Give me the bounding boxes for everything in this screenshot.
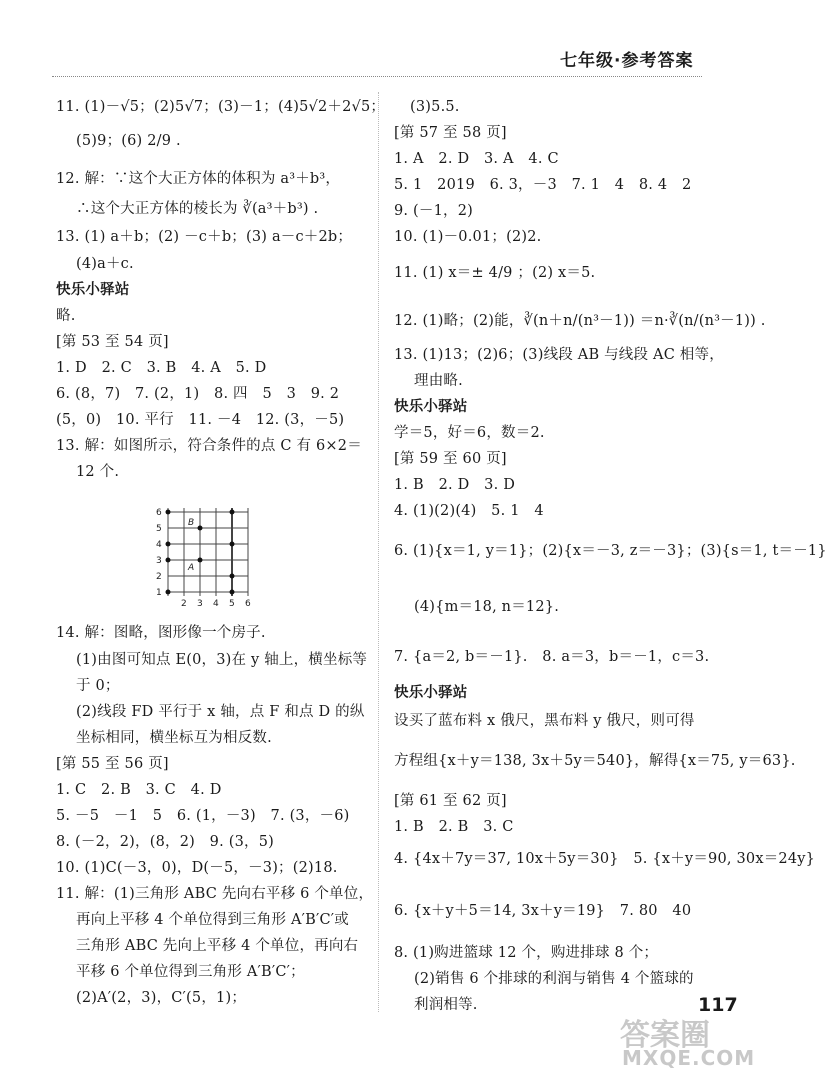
answer-line: 1. B 2. B 3. C <box>394 819 514 835</box>
answer-line: 设买了蓝布料 x 俄尺，黑布料 y 俄尺，则可得 <box>394 713 695 729</box>
answer-line: 8. (1)购进篮球 12 个，购进排球 8 个； <box>394 945 659 961</box>
column-divider <box>378 92 379 1012</box>
answer-line: (2)A′(2，3)，C′(5，1)； <box>76 990 247 1006</box>
x-tick-label: 5 <box>229 599 235 609</box>
answer-line: 9. (－1，2) <box>394 203 474 219</box>
grid-point <box>230 574 235 579</box>
page-range-heading: [第 61 至 62 页] <box>394 793 507 809</box>
answer-line: 1. B 2. D 3. D <box>394 477 516 493</box>
answer-line: (5)9；(6) 2/9 . <box>76 133 181 149</box>
grid-point <box>198 526 203 531</box>
page-range-heading: [第 55 至 56 页] <box>56 756 169 772</box>
answer-line: 利润相等. <box>414 997 478 1013</box>
y-tick-label: 1 <box>156 588 162 598</box>
answer-line: 13. 解：如图所示，符合条件的点 C 有 6×2＝ <box>56 438 362 454</box>
x-tick-label: 6 <box>245 599 251 609</box>
answer-line: (4)a＋c. <box>76 256 134 272</box>
answer-line: 平移 6 个单位得到三角形 A′B′C′； <box>76 964 305 980</box>
coordinate-grid-figure <box>150 498 266 610</box>
answer-line: (4){m＝18, n＝12}. <box>414 599 560 615</box>
answer-line: (2)线段 FD 平行于 x 轴，点 F 和点 D 的纵 <box>76 704 365 720</box>
y-tick-label: 4 <box>156 540 162 550</box>
grid-point <box>166 590 171 595</box>
answer-line: 1. A 2. D 3. A 4. C <box>394 151 559 167</box>
answer-line: 6. (8，7) 7. (2，1) 8. 四 5 3 9. 2 <box>56 386 340 402</box>
y-tick-label: 6 <box>156 508 162 518</box>
y-tick-label: 3 <box>156 556 162 566</box>
answer-line: 4. {4x＋7y＝37, 10x＋5y＝30} 5. {x＋y＝90, 30x＝24y} <box>394 851 816 867</box>
page-range-heading: [第 59 至 60 页] <box>394 451 507 467</box>
grid-point <box>166 558 171 563</box>
answer-line: (2)销售 6 个排球的利润与销售 4 个篮球的 <box>414 971 694 987</box>
watermark-logo: 答案圈 <box>620 1018 710 1053</box>
answer-line: 11. (1) x＝± 4/9 ；(2) x＝5. <box>394 265 596 281</box>
answer-line: 12 个. <box>76 464 120 480</box>
answer-line: 11. (1)－√5；(2)5√7；(3)－1；(4)5√2＋2√5； <box>56 99 386 115</box>
page-range-heading: [第 57 至 58 页] <box>394 125 507 141</box>
answer-line: 14. 解：图略，图形像一个房子. <box>56 625 266 641</box>
answer-line: 略. <box>56 308 76 324</box>
answer-line: 13. (1) a＋b；(2) －c＋b；(3) a－c＋2b； <box>56 229 353 245</box>
grid-point <box>230 542 235 547</box>
answer-line: 再向上平移 4 个单位得到三角形 A′B′C′或 <box>76 912 349 928</box>
answer-line: 10. (1)－0.01；(2)2. <box>394 229 542 245</box>
answer-line: 4. (1)(2)(4) 5. 1 4 <box>394 503 544 519</box>
grid-point <box>230 510 235 515</box>
answer-line: 6. {x＋y＋5＝14, 3x＋y＝19} 7. 80 40 <box>394 903 692 919</box>
point-label-b: B <box>188 518 195 528</box>
answer-line: 10. (1)C(－3，0)，D(－5，－3)；(2)18. <box>56 860 338 876</box>
answer-line: 理由略. <box>414 373 463 389</box>
answer-line: 方程组{x＋y＝138, 3x＋5y＝540}，解得{x＝75, y＝63}. <box>394 753 796 769</box>
x-tick-label: 4 <box>213 599 219 609</box>
page-number: 117 <box>698 994 738 1016</box>
answer-line: 8. (－2，2)，(8，2) 9. (3，5) <box>56 834 274 850</box>
y-tick-label: 2 <box>156 572 162 582</box>
answer-line: 三角形 ABC 先向上平移 4 个单位，再向右 <box>76 938 359 954</box>
answer-line: 6. (1){x＝1, y＝1}；(2){x＝－3, z＝－3}；(3){s＝1, t＝－1} <box>394 543 827 559</box>
answer-line: 坐标相同，横坐标互为相反数. <box>76 730 272 746</box>
page-range-heading: [第 53 至 54 页] <box>56 334 169 350</box>
y-tick-label: 5 <box>156 524 162 534</box>
answer-line: 11. 解：(1)三角形 ABC 先向右平移 6 个单位， <box>56 886 374 902</box>
answer-line: 13. (1)13；(2)6；(3)线段 AB 与线段 AC 相等， <box>394 347 724 363</box>
answer-line: (5，0) 10. 平行 11. －4 12. (3，－5) <box>56 412 345 428</box>
grid-point <box>230 590 235 595</box>
answer-line: 12. 解：∵这个大正方体的体积为 a³＋b³， <box>56 171 341 187</box>
answer-line: (1)由图可知点 E(0，3)在 y 轴上，横坐标等 <box>76 652 368 668</box>
answer-line: 1. D 2. C 3. B 4. A 5. D <box>56 360 267 376</box>
point-label-a: A <box>188 563 195 573</box>
answer-line: 12. (1)略；(2)能，∛(n＋n/(n³－1)) ＝n·∛(n/(n³－1)) . <box>394 313 766 329</box>
watermark-url: MXQE.COM <box>622 1046 756 1070</box>
answer-line: 于 0； <box>76 678 120 694</box>
answer-line: 1. C 2. B 3. C 4. D <box>56 782 222 798</box>
x-tick-label: 3 <box>197 599 203 609</box>
answer-line: 学＝5，好＝6，数＝2. <box>394 425 545 441</box>
section-heading: 快乐小驿站 <box>394 399 468 415</box>
answer-line: 5. －5 －1 5 6. (1，－3) 7. (3，－6) <box>56 808 350 824</box>
section-heading: 快乐小驿站 <box>56 282 130 298</box>
grid-point <box>198 558 203 563</box>
header-divider <box>52 76 702 77</box>
grid-point <box>166 542 171 547</box>
grid-point <box>166 510 171 515</box>
answer-line: ∴这个大正方体的棱长为 ∛(a³＋b³) . <box>76 201 319 217</box>
answer-line: (3)5.5. <box>410 99 460 115</box>
answer-line: 7. {a＝2, b＝－1}. 8. a＝3，b＝－1，c＝3. <box>394 649 710 665</box>
page-header-title: 七年级·参考答案 <box>560 51 694 71</box>
x-tick-label: 2 <box>181 599 187 609</box>
answer-line: 5. 1 2019 6. 3，－3 7. 1 4 8. 4 2 <box>394 177 692 193</box>
section-heading: 快乐小驿站 <box>394 685 468 701</box>
